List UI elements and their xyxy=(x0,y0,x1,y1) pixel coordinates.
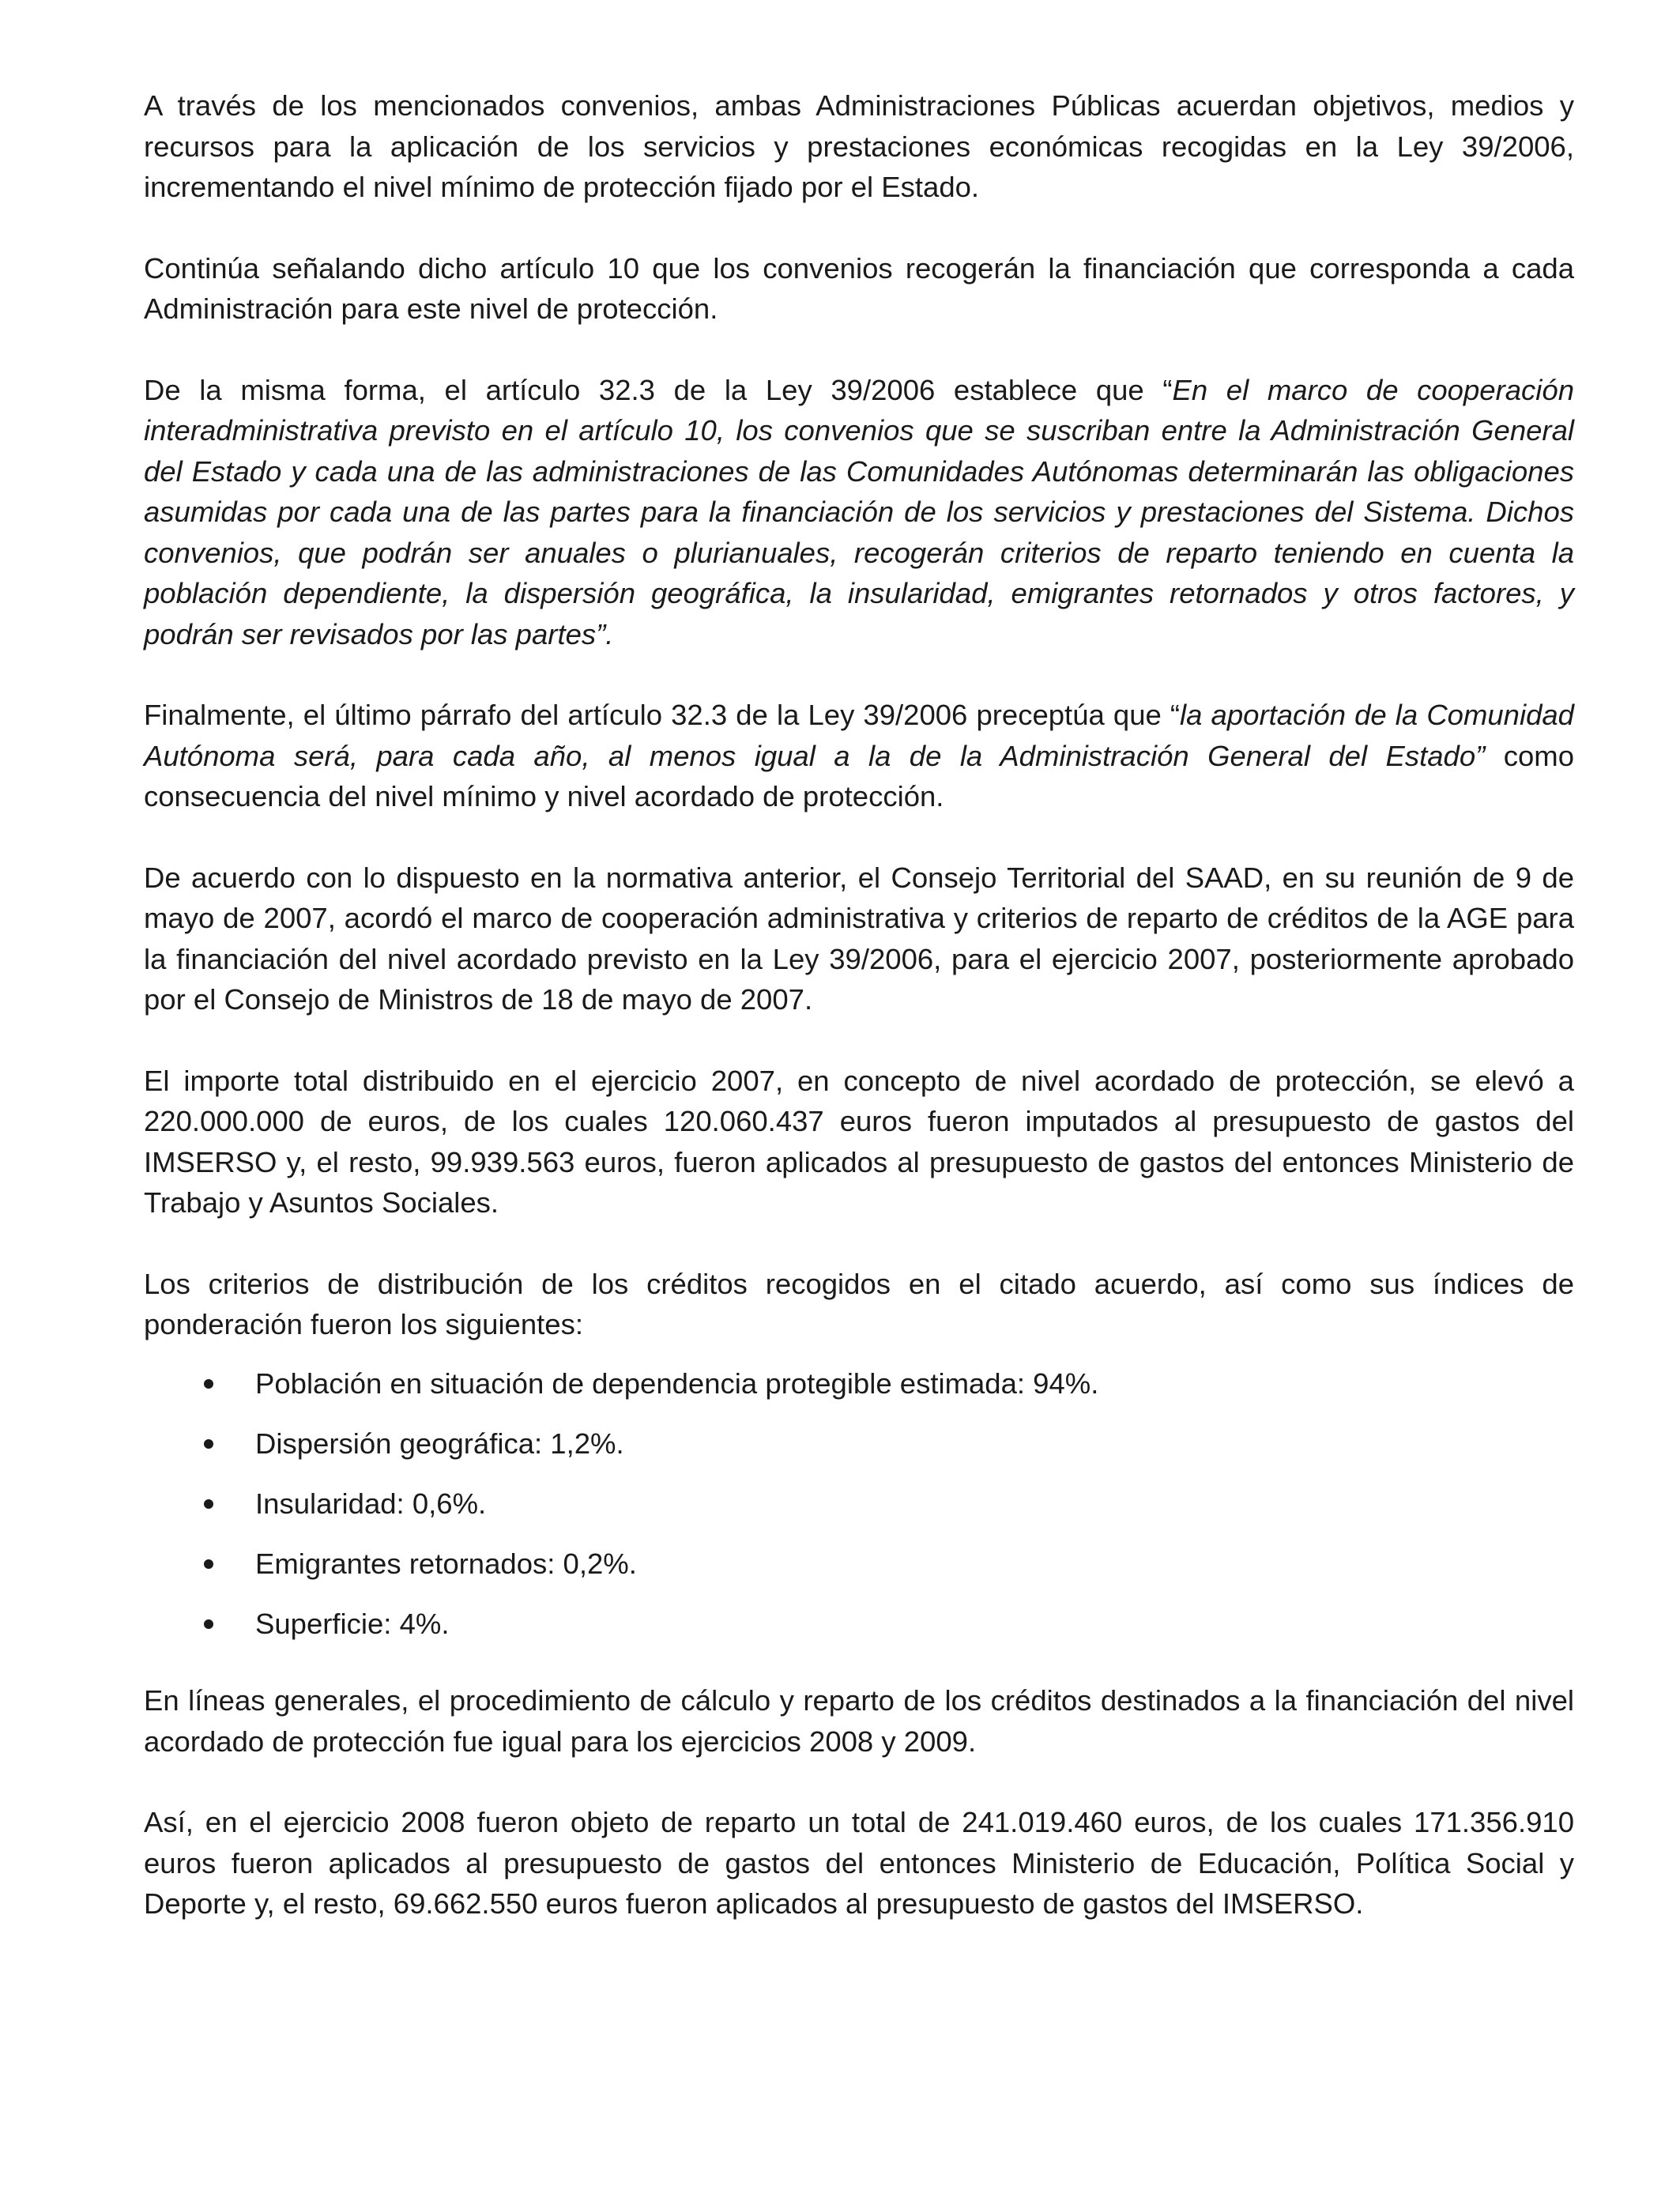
criteria-list xyxy=(144,1363,1574,1645)
paragraph-ultimo-parrafo-intro: Finalmente, el último párrafo del artículo 32.3 de la Ley 39/2006 preceptúa que “ xyxy=(144,699,1181,731)
list-item xyxy=(144,1604,1574,1645)
paragraph-criterios-intro: Los criterios de distribución de los créditos recogidos en el citado acuerdo, así como sus índices de ponderación fueron los siguientes: xyxy=(144,1267,1574,1340)
list-item xyxy=(144,1423,1574,1465)
criteria-text: Emigrantes retornados: 0,2%. xyxy=(255,1547,637,1580)
list-item xyxy=(144,1363,1574,1404)
paragraph-importe-2007: El importe total distribuido en el ejercicio 2007, en concepto de nivel acordado de protección, se elevó a 220.000.000 de euros, de los cuales 120.060.437 euros fueron imputados al presupuesto de gastos del IMSERSO y, el resto, 99.939.563 euros, fueron aplicados al presupuesto de gastos del entonces Ministerio de Trabajo y Asuntos Sociales. xyxy=(144,1064,1574,1219)
criteria-text: Insularidad: 0,6%. xyxy=(255,1487,487,1520)
list-item xyxy=(144,1483,1574,1525)
document-page xyxy=(144,85,1574,1965)
criteria-text: Dispersión geográfica: 1,2%. xyxy=(255,1427,624,1460)
bullet-icon xyxy=(204,1439,213,1449)
bullet-icon xyxy=(204,1619,213,1629)
paragraph-articulo-32-3-quote: En el marco de cooperación interadministrativa previsto en el artículo 10, los convenios que se suscriban entre la Administración General del Estado y cada una de las administraciones de las Comunidades Autónomas determinarán las obligaciones asumidas por cada una de las partes para la financiación de los servicios y prestaciones del Sistema. Dichos convenios, que podrán ser anuales o plurianuales, recogerán criterios de reparto teniendo en cuenta la población dependiente, la dispersión geográfica, la insularidad, emigrantes retornados y otros factores, y podrán ser revisados por las partes”. xyxy=(144,373,1574,650)
paragraph-articulo-32-3 xyxy=(144,370,1574,655)
paragraph-consejo-territorial: De acuerdo con lo dispuesto en la normativa anterior, el Consejo Territorial del SAAD, en su reunión de 9 de mayo de 2007, acordó el marco de cooperación administrativa y criterios de reparto de créditos de la AGE para la financiación del nivel acordado previsto en la Ley 39/2006, para el ejercicio 2007, posteriormente aprobado por el Consejo de Ministros de 18 de mayo de 2007. xyxy=(144,861,1574,1016)
paragraph-ultimo-parrafo-quote: la aportación de la Comunidad Autónoma será, para cada año, al menos igual a la de la Administración General del Estado” xyxy=(144,699,1574,772)
bullet-icon xyxy=(204,1499,213,1509)
paragraph-ultimo-parrafo xyxy=(144,695,1574,817)
paragraph-ejercicio-2008: Así, en el ejercicio 2008 fueron objeto de reparto un total de 241.019.460 euros, de los cuales 171.356.910 euros fueron aplicados al presupuesto de gastos del entonces Ministerio de Educación, Política Social y Deporte y, el resto, 69.662.550 euros fueron aplicados al presupuesto de gastos del IMSERSO. xyxy=(144,1806,1574,1920)
paragraph-ultimo-parrafo-end: como consecuencia del nivel mínimo y nivel acordado de protección. xyxy=(144,739,1574,812)
list-item xyxy=(144,1544,1574,1585)
bullet-icon xyxy=(204,1379,213,1389)
paragraph-lineas-generales: En líneas generales, el procedimiento de cálculo y reparto de los créditos destinados a la financiación del nivel acordado de protección fue igual para los ejercicios 2008 y 2009. xyxy=(144,1684,1574,1758)
criteria-text: Superficie: 4%. xyxy=(255,1607,450,1640)
criteria-text: Población en situación de dependencia protegible estimada: 94%. xyxy=(255,1367,1099,1400)
paragraph-articulo-10: Continúa señalando dicho artículo 10 que los convenios recogerán la financiación que corresponda a cada Administración para este nivel de protección. xyxy=(144,251,1574,325)
paragraph-convenios-objetivos: A través de los mencionados convenios, ambas Administraciones Públicas acuerdan objetivos, medios y recursos para la aplicación de los servicios y prestaciones económicas recogidas en la Ley 39/2006, incrementando el nivel mínimo de protección fijado por el Estado. xyxy=(144,89,1574,203)
paragraph-articulo-32-3-intro: De la misma forma, el artículo 32.3 de la Ley 39/2006 establece que “ xyxy=(144,373,1173,406)
bullet-icon xyxy=(204,1559,213,1569)
